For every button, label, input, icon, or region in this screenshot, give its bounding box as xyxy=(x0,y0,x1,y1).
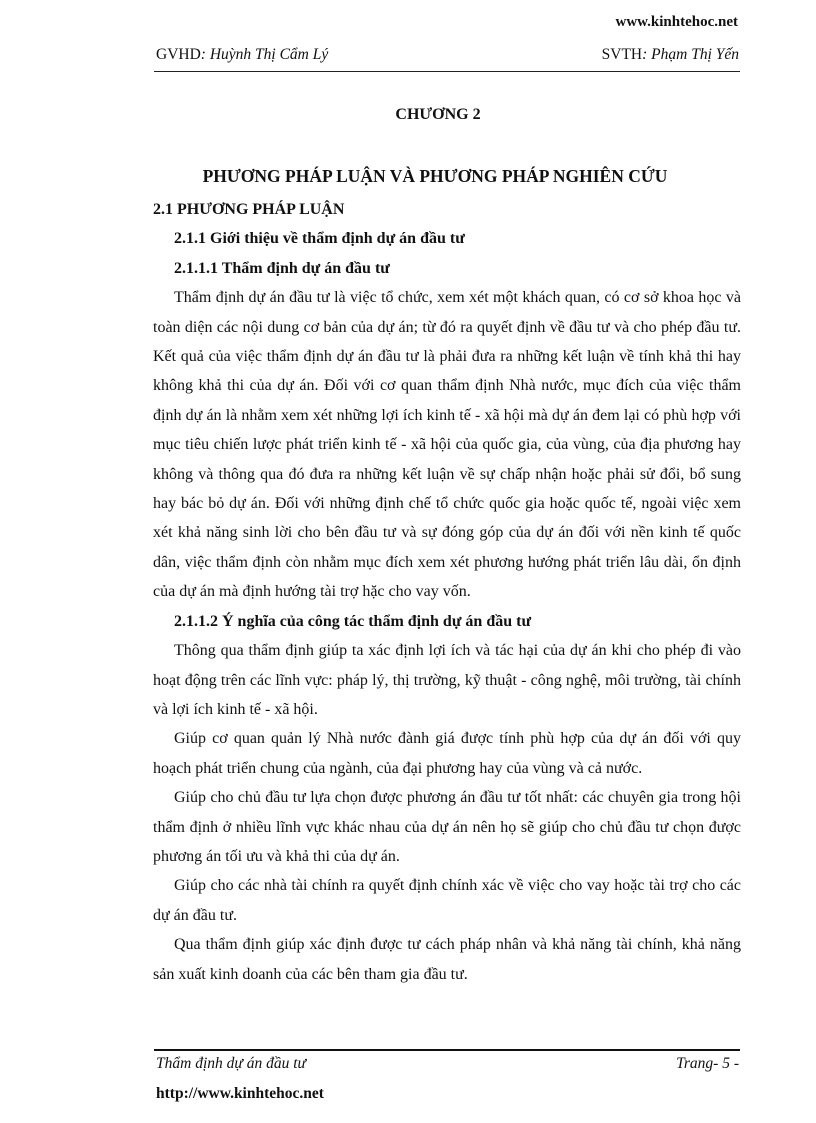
paragraph: Giúp cơ quan quản lý Nhà nước đành giá được tính phù hợp của dự án đối với quy hoạch phát triển chung của ngành, của đại phương hay của vùng và cả nước. xyxy=(153,730,741,777)
chapter-title: PHƯƠNG PHÁP LUẬN VÀ PHƯƠNG PHÁP NGHIÊN CỨU xyxy=(202,166,668,186)
section-heading-2-1-1-2: 2.1.1.2 Ý nghĩa của công tác thẩm định dự án đầu tư xyxy=(174,612,532,630)
site-url-top: www.kinhtehoc.net xyxy=(615,14,738,30)
paragraph: Qua thẩm định giúp xác định được tư cách pháp nhân và khả năng tài chính, khả năng sản xuất kinh doanh của các bên tham gia đầu tư. xyxy=(153,936,741,983)
section-heading-2-1: 2.1 PHƯƠNG PHÁP LUẬN xyxy=(153,201,345,218)
student-label: SVTH: Phạm Thị Yến xyxy=(601,46,739,63)
paragraph: Giúp cho các nhà tài chính ra quyết định chính xác về việc cho vay hoặc tài trợ cho các dự án đầu tư. xyxy=(153,877,741,924)
section-heading-2-1-1: 2.1.1 Giới thiệu về thẩm định dự án đầu tư xyxy=(174,230,465,248)
page-number: Trang- 5 - xyxy=(676,1055,739,1072)
site-url-bottom[interactable]: http://www.kinhtehoc.net xyxy=(156,1085,324,1102)
paragraph: Thông qua thẩm định giúp ta xác định lợi ích và tác hại của dự án khi cho phép đi vào hoạt động trên các lĩnh vực: pháp lý, thị trường, kỹ thuật - công nghệ, môi trường, tài chính và lợi ích kinh tế - xã hội. xyxy=(153,642,741,718)
page-header xyxy=(156,46,739,64)
footer-divider xyxy=(154,1049,740,1051)
paragraph: Giúp cho chủ đầu tư lựa chọn được phương án đầu tư tốt nhất: các chuyên gia trong hội thẩm định ở nhiều lĩnh vực khác nhau của dự án nên họ sẽ giúp cho chủ đầu tư chọn được phương án tối ưu và khả thi của dự án. xyxy=(153,789,741,865)
chapter-number: CHƯƠNG 2 xyxy=(395,106,481,123)
header-divider xyxy=(154,71,740,72)
advisor-label: GVHD: Huỳnh Thị Cẩm Lý xyxy=(156,46,329,63)
section-heading-2-1-1-1: 2.1.1.1 Thẩm định dự án đầu tư xyxy=(174,259,390,277)
page-footer xyxy=(156,1055,739,1073)
footer-title: Thẩm định dự án đầu tư xyxy=(156,1055,306,1072)
page-body xyxy=(153,195,741,989)
paragraph: Thẩm định dự án đầu tư là việc tổ chức, xem xét một khách quan, có cơ sở khoa học và toàn diện các nội dung cơ bản của dự án; từ đó ra quyết định về đầu tư và cho phép đầu tư. Kết quả của việc thẩm định dự án đầu tư là phải đưa ra những kết luận về tính khả thi hay không khả thi của dự án. Đối với cơ quan thẩm định Nhà nước, mục đích của việc thẩm định dự án là nhằm xem xét những lợi ích kinh tế - xã hội mà dự án đem lại có phù hợp với mục tiêu chiến lược phát triển kinh tế - xã hội của quốc gia, của vùng, của địa phương hay không và thông qua đó đưa ra những kết luận về sự chấp nhận hoặc phải sử đổi, bổ sung hay bác bỏ dự án. Đối với những định chế tổ chức quốc gia hoặc quốc tế, ngoài việc xem xét khả năng sinh lời cho bên đầu tư và sự đóng góp của dự án đối với nền kinh tế quốc dân, việc thẩm định còn nhằm mục đích xem xét phương hướng phát triển lâu dài, ổn định của dự án mà định hướng tài trợ hặc cho vay vốn. xyxy=(153,289,741,601)
